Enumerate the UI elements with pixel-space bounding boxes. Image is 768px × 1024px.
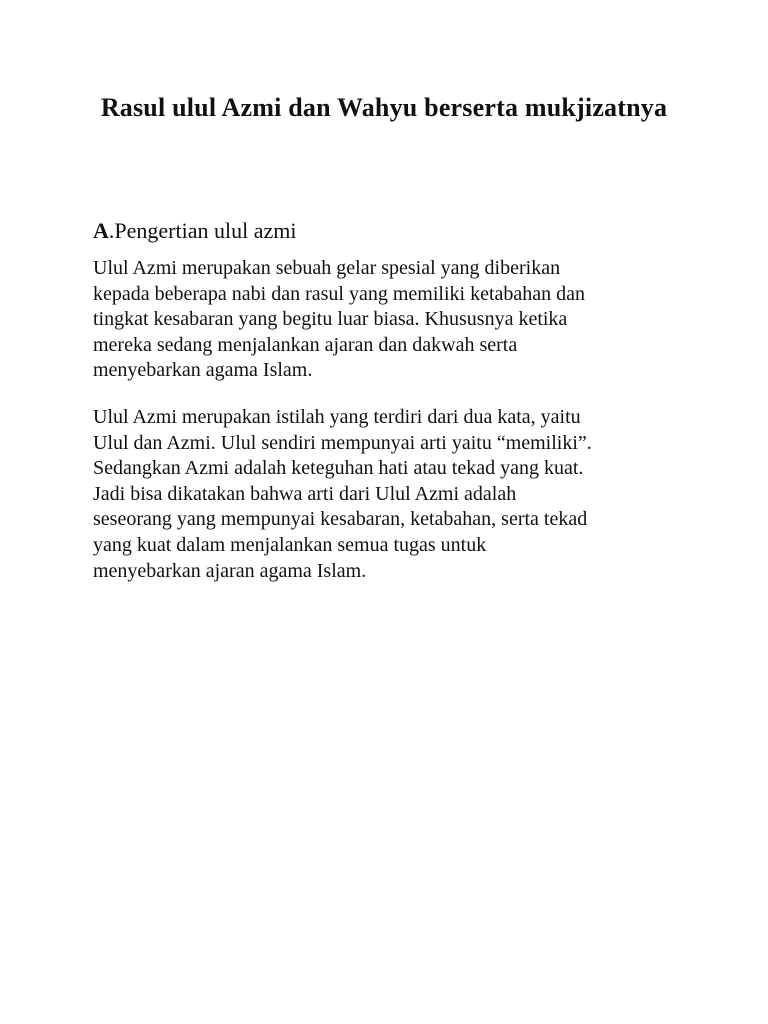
document-title: Rasul ulul Azmi dan Wahyu berserta mukjizatnya [100,93,668,122]
paragraph-1: Ulul Azmi merupakan sebuah gelar spesial yang diberikan kepada beberapa nabi dan rasul yang memiliki ketabahan dan tingkat kesabaran yang begitu luar biasa. Khususnya ketika mereka sedang menjalankan ajaran dan dakwah serta menyebarkan agama Islam. [93,257,586,382]
section-letter: A [93,218,109,243]
paragraph-2: Ulul Azmi merupakan istilah yang terdiri dari dua kata, yaitu Ulul dan Azmi. Ulul sendiri mempunyai arti yaitu “memiliki”. Sedangkan Azmi adalah keteguhan hati atau tekad yang kuat. Jadi bisa dikatakan bahwa arti dari Ulul Azmi adalah seseorang yang mempunyai kesabaran, ketabahan, serta tekad yang kuat dalam menjalankan semua tugas untuk menyebarkan ajaran agama Islam. [93,406,592,582]
section-heading [93,216,296,246]
section-heading-text: .Pengertian ulul azmi [108,218,297,243]
